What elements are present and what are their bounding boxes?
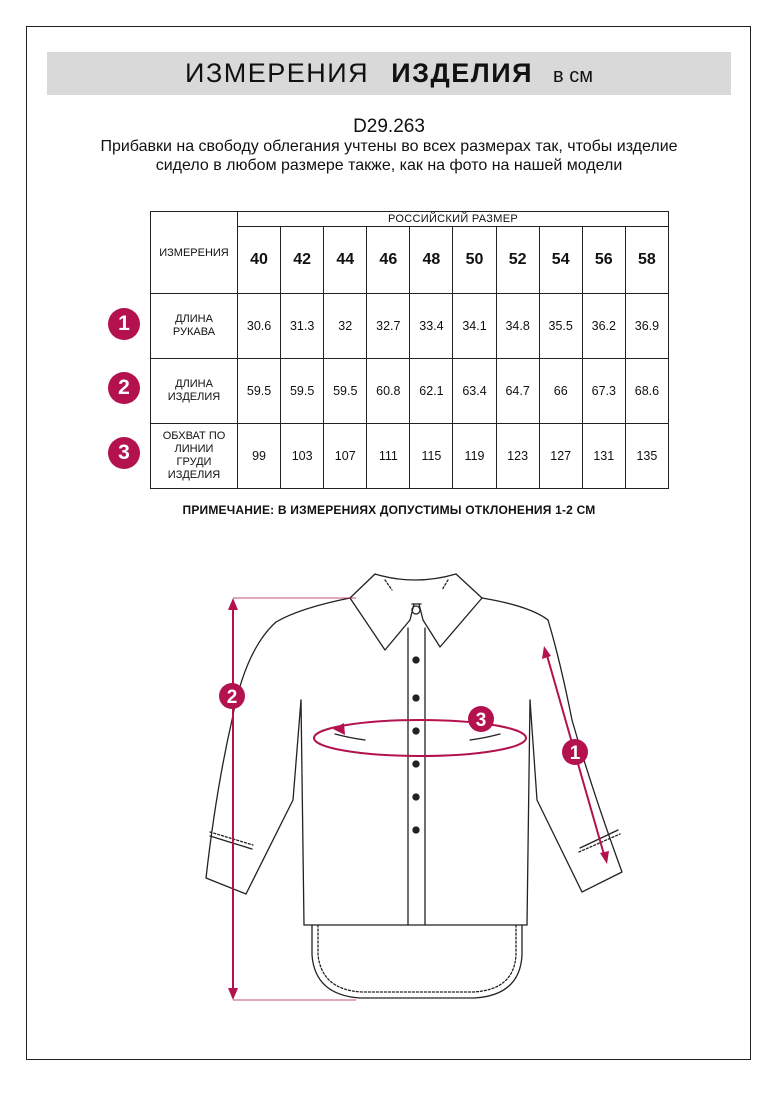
value-cell: 68.6 — [625, 359, 668, 424]
value-cell: 99 — [238, 424, 281, 489]
size-cell: 56 — [582, 227, 625, 294]
back-collar — [375, 574, 456, 580]
size-group-header: РОССИЙСКИЙ РАЗМЕР — [238, 212, 669, 227]
size-cell: 40 — [238, 227, 281, 294]
size-cell: 50 — [453, 227, 496, 294]
size-cell: 52 — [496, 227, 539, 294]
value-cell: 66 — [539, 359, 582, 424]
value-cell: 60.8 — [367, 359, 410, 424]
value-cell: 34.1 — [453, 294, 496, 359]
chest-ellipse — [314, 720, 526, 756]
shoulder-right — [482, 598, 548, 620]
svg-text:2: 2 — [226, 687, 238, 708]
size-cell: 42 — [281, 227, 324, 294]
value-cell: 34.8 — [496, 294, 539, 359]
svg-text:1: 1 — [569, 743, 581, 764]
value-cell: 59.5 — [281, 359, 324, 424]
placket — [408, 628, 425, 925]
row-label: ДЛИНА РУКАВА — [151, 294, 238, 359]
value-cell: 62.1 — [410, 359, 453, 424]
value-cell: 35.5 — [539, 294, 582, 359]
table-row — [151, 424, 669, 489]
value-cell: 103 — [281, 424, 324, 489]
table-row — [151, 294, 669, 359]
row-badge-sleeve-length: 1 — [108, 308, 140, 340]
product-code: D29.263 — [353, 116, 425, 137]
shoulder-left — [276, 598, 350, 622]
svg-text:3: 3 — [475, 710, 487, 731]
collar-left — [350, 574, 414, 650]
value-cell: 64.7 — [496, 359, 539, 424]
size-cell: 54 — [539, 227, 582, 294]
size-cell: 44 — [324, 227, 367, 294]
title-unit: в см — [553, 65, 593, 87]
value-cell: 131 — [582, 424, 625, 489]
value-cell: 115 — [410, 424, 453, 489]
body-right — [527, 700, 530, 925]
row-label: ДЛИНА ИЗДЕЛИЯ — [151, 359, 238, 424]
value-cell: 107 — [324, 424, 367, 489]
value-cell: 119 — [453, 424, 496, 489]
value-cell: 123 — [496, 424, 539, 489]
body-left — [301, 700, 304, 925]
diagram-marker-chest — [468, 706, 494, 732]
title-bar — [47, 52, 731, 95]
value-cell: 36.9 — [625, 294, 668, 359]
diagram-marker-length — [219, 683, 245, 709]
value-cell: 127 — [539, 424, 582, 489]
value-cell: 59.5 — [238, 359, 281, 424]
value-cell: 67.3 — [582, 359, 625, 424]
size-cell: 48 — [410, 227, 453, 294]
back-hem — [312, 925, 522, 998]
shirt-diagram — [0, 560, 778, 1010]
row-badge-chest-girth: 3 — [108, 437, 140, 469]
value-cell: 63.4 — [453, 359, 496, 424]
intro-text: Прибавки на свободу облегания учтены во всех размерах так, чтобы изделие сидело в любом размере также, как на фото на нашей модели — [100, 138, 678, 174]
size-table — [150, 211, 669, 489]
size-cell: 46 — [367, 227, 410, 294]
title-measurements: ИЗМЕРЕНИЯ — [185, 58, 370, 88]
table-row — [151, 359, 669, 424]
value-cell: 30.6 — [238, 294, 281, 359]
size-cell: 58 — [625, 227, 668, 294]
value-cell: 32.7 — [367, 294, 410, 359]
sleeve-left — [206, 622, 301, 894]
value-cell: 36.2 — [582, 294, 625, 359]
row-badge-garment-length: 2 — [108, 372, 140, 404]
value-cell: 111 — [367, 424, 410, 489]
value-cell: 33.4 — [410, 294, 453, 359]
measure-header: ИЗМЕРЕНИЯ — [151, 212, 238, 294]
value-cell: 135 — [625, 424, 668, 489]
value-cell: 32 — [324, 294, 367, 359]
row-label: ОБХВАТ ПО ЛИНИИ ГРУДИ ИЗДЕЛИЯ — [151, 424, 238, 489]
value-cell: 59.5 — [324, 359, 367, 424]
collar-right — [419, 574, 482, 647]
title-garment: ИЗДЕЛИЯ — [391, 58, 534, 88]
note-text: ПРИМЕЧАНИЕ: В ИЗМЕРЕНИЯХ ДОПУСТИМЫ ОТКЛОНЕНИЯ 1-2 СМ — [182, 503, 596, 517]
value-cell: 31.3 — [281, 294, 324, 359]
diagram-marker-sleeve — [562, 739, 588, 765]
